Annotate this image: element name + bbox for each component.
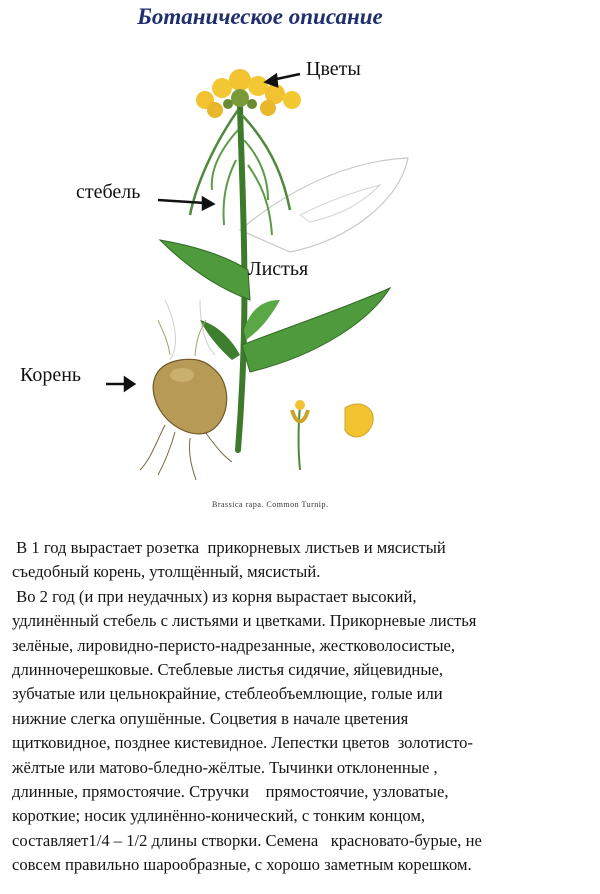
paragraph-year-2: Во 2 год (и при неудачных) из корня вырастает высокий, удлинённый стебель с листьями и цветками. Прикорневые листья зелёные, лировидно-перисто-надрезанные, жестковолосистые, длинночерешковые. Стеблевые листья сидячие, яйцевидные, зубчатые или цельнокрайние, стеблеобъемлющие, голые или нижние слегка опушённые. Соцветия в начале цветения щитковидное, позднее кистевидное. Лепестки цветов золотисто- жёлтые или матово-бледно-жёлтые. Тычинки отклоненные , длинные, прямостоячие. Стручки прямостоячие, узловатые, короткие; носик удлинённо-конический, с тонким концом, составляет1/4 – 1/2 длины створки. Семена красновато-бурые, не совсем правильно шарообразные, с хорошо заметным корешком. bbox=[12, 586, 482, 875]
outline-leaf bbox=[240, 158, 408, 252]
lower-leaf bbox=[242, 288, 390, 372]
upper-leaf bbox=[160, 240, 250, 300]
flower-detail-petal bbox=[345, 404, 373, 437]
label-stem: стебель bbox=[76, 181, 141, 203]
page-title: Ботаническое описание bbox=[137, 4, 383, 29]
label-flowers: Цветы bbox=[306, 58, 361, 80]
pod-2 bbox=[244, 140, 268, 200]
pod-3 bbox=[224, 160, 237, 225]
figure-caption: Brassica rapa. Common Turnip. bbox=[212, 500, 329, 509]
branch-2 bbox=[242, 115, 290, 210]
paragraph-year-1: В 1 год вырастает розетка прикорневых листьев и мясистый съедобный корень, утолщённый, мясистый. bbox=[12, 538, 446, 582]
flower-detail-stamen bbox=[292, 400, 308, 470]
label-root: Корень bbox=[20, 364, 82, 386]
branch-1 bbox=[190, 110, 238, 215]
description-text bbox=[12, 536, 598, 878]
label-leaves: Листья bbox=[248, 258, 309, 280]
pod-1 bbox=[212, 130, 238, 190]
